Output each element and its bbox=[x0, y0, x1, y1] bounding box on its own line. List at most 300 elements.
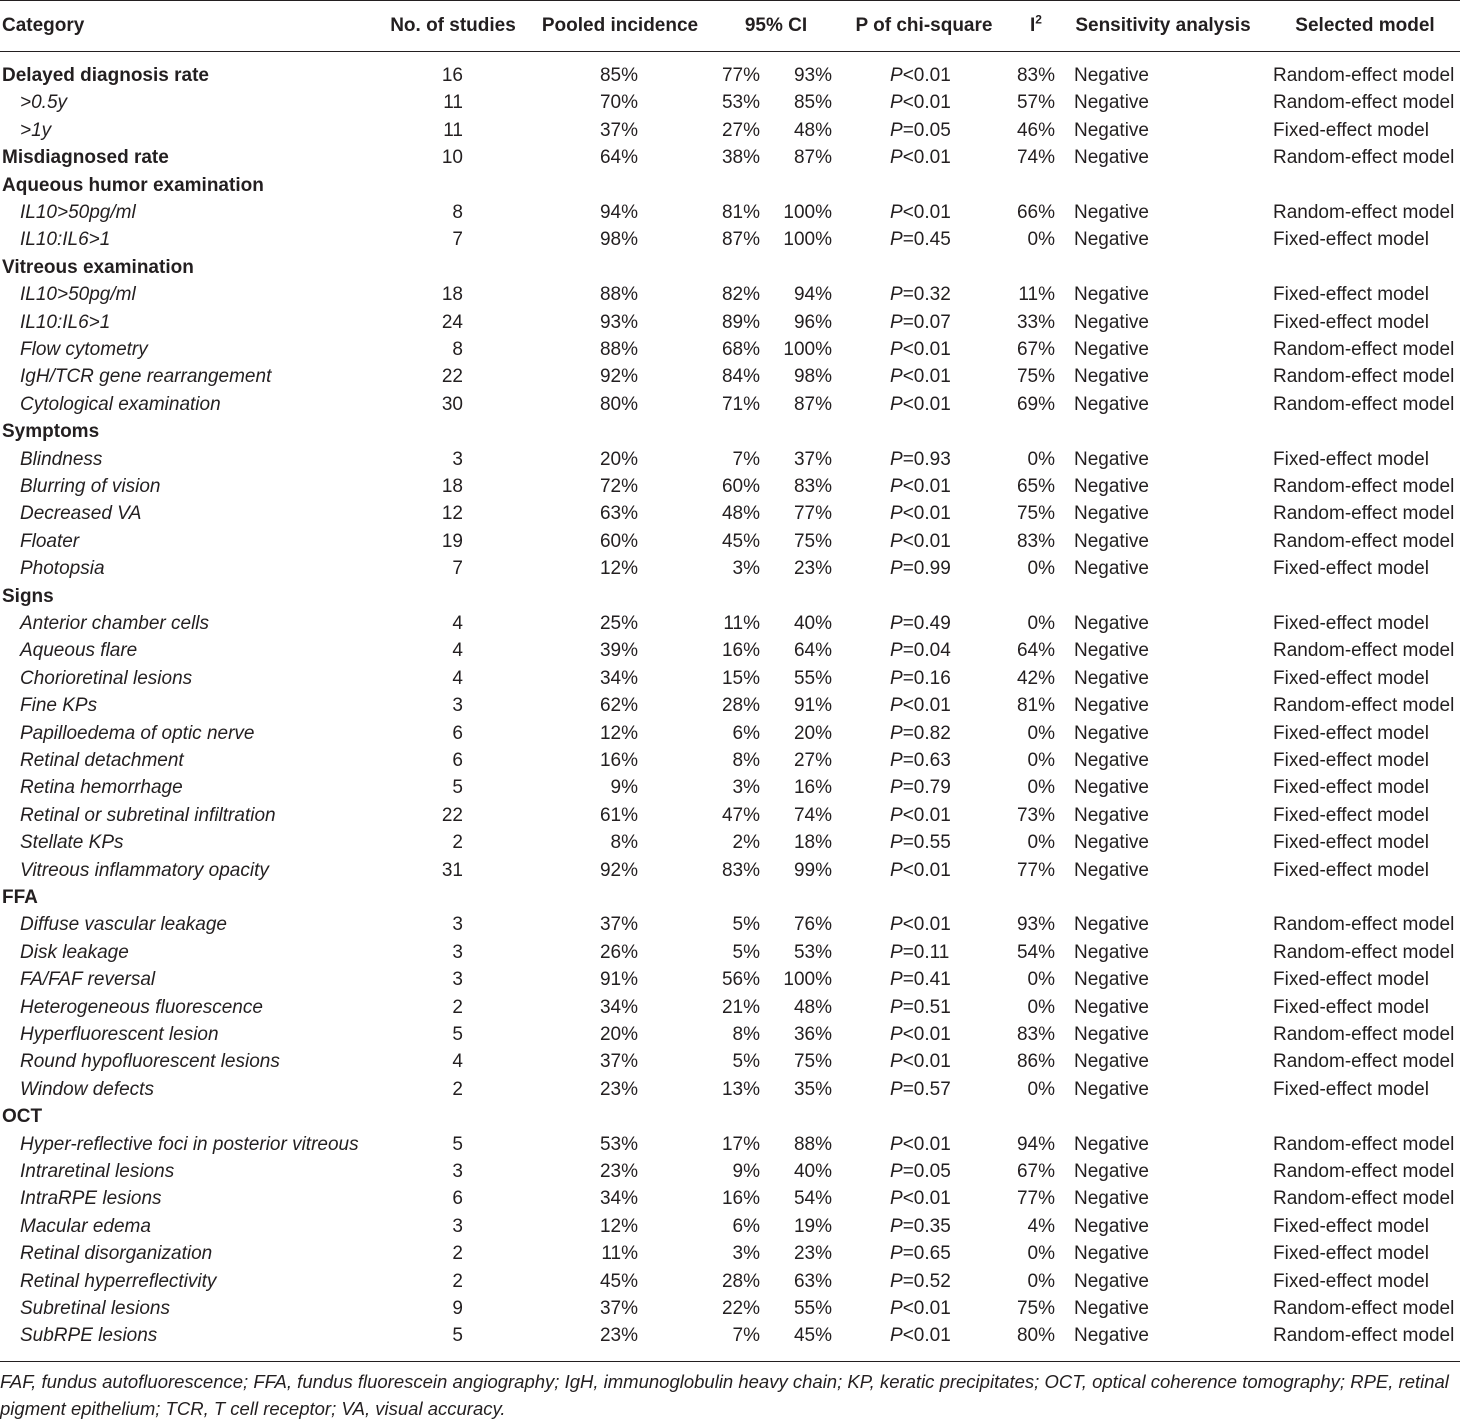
row-pooled: 12% bbox=[599, 722, 638, 744]
row-p-value bbox=[890, 747, 951, 774]
row-i2: 80% bbox=[1016, 1325, 1055, 1347]
p-symbol: P bbox=[890, 1161, 903, 1182]
row-category: >1y bbox=[20, 119, 52, 141]
row-sensitivity: Negative bbox=[1074, 996, 1149, 1018]
row-studies: 12 bbox=[441, 503, 463, 525]
p-symbol: P bbox=[890, 1298, 903, 1319]
row-pooled: 37% bbox=[599, 1051, 638, 1073]
row-model: Random-effect model bbox=[1273, 640, 1455, 662]
row-category: Blindness bbox=[20, 448, 103, 470]
row-pooled: 34% bbox=[599, 996, 638, 1018]
row-i2: 42% bbox=[1016, 667, 1055, 689]
row-model: Random-effect model bbox=[1273, 1051, 1455, 1073]
row-ci-upper: 40% bbox=[793, 1161, 832, 1182]
row-ci-lower: 7% bbox=[732, 448, 760, 470]
p-number: =0.93 bbox=[902, 448, 951, 470]
p-number: =0.51 bbox=[902, 996, 951, 1018]
row-ci-upper: 100% bbox=[783, 229, 832, 251]
row-p-value bbox=[890, 117, 951, 144]
row-ci-upper: 74% bbox=[793, 804, 832, 826]
row-model: Fixed-effect model bbox=[1273, 1078, 1429, 1100]
row-sensitivity: Negative bbox=[1074, 1161, 1149, 1182]
table-row bbox=[0, 336, 1460, 363]
p-symbol: P bbox=[890, 530, 903, 552]
table-row bbox=[0, 994, 1460, 1021]
row-sensitivity: Negative bbox=[1074, 804, 1149, 826]
row-model: Random-effect model bbox=[1273, 393, 1455, 415]
row-studies: 8 bbox=[452, 202, 463, 223]
row-p-value bbox=[890, 802, 951, 829]
p-number: =0.16 bbox=[902, 667, 951, 689]
row-ci-lower: 28% bbox=[721, 1270, 760, 1292]
row-model: Fixed-effect model bbox=[1273, 448, 1429, 470]
row-ci-upper: 93% bbox=[793, 65, 832, 86]
p-symbol: P bbox=[890, 859, 903, 881]
row-p-value bbox=[890, 309, 951, 336]
row-category: IL10>50pg/ml bbox=[20, 284, 136, 306]
row-sensitivity: Negative bbox=[1074, 914, 1149, 936]
row-category: Decreased VA bbox=[20, 503, 142, 525]
row-pooled: 62% bbox=[599, 695, 638, 717]
row-pooled: 16% bbox=[599, 750, 638, 771]
table-row bbox=[0, 692, 1460, 719]
row-sensitivity: Negative bbox=[1074, 476, 1149, 497]
row-studies: 9 bbox=[452, 1298, 463, 1319]
row-model: Fixed-effect model bbox=[1273, 1270, 1429, 1292]
row-studies: 2 bbox=[452, 1243, 463, 1265]
row-i2: 57% bbox=[1016, 92, 1055, 114]
row-sensitivity: Negative bbox=[1074, 667, 1149, 689]
table-row bbox=[0, 89, 1460, 116]
row-category: Subretinal lesions bbox=[20, 1298, 170, 1319]
p-symbol: P bbox=[890, 804, 903, 826]
row-category: OCT bbox=[2, 1106, 43, 1128]
row-ci-lower: 5% bbox=[732, 914, 760, 936]
section-heading-row bbox=[0, 172, 1460, 199]
row-category: FFA bbox=[2, 887, 38, 908]
table-row bbox=[0, 939, 1460, 966]
row-ci-upper: 20% bbox=[793, 722, 832, 744]
table-row bbox=[0, 610, 1460, 637]
row-i2: 67% bbox=[1016, 1161, 1055, 1182]
row-i2: 4% bbox=[1027, 1215, 1055, 1237]
row-sensitivity: Negative bbox=[1074, 859, 1149, 881]
row-sensitivity: Negative bbox=[1074, 448, 1149, 470]
row-sensitivity: Negative bbox=[1074, 969, 1149, 991]
row-studies: 5 bbox=[452, 1133, 463, 1155]
p-symbol: P bbox=[890, 366, 903, 388]
row-ci-lower: 83% bbox=[721, 859, 760, 881]
p-number: <0.01 bbox=[902, 859, 951, 881]
row-p-value bbox=[890, 939, 949, 966]
table-row bbox=[0, 911, 1460, 938]
row-model: Fixed-effect model bbox=[1273, 722, 1429, 744]
row-i2: 75% bbox=[1016, 503, 1055, 525]
row-pooled: 11% bbox=[601, 1243, 638, 1265]
p-number: <0.01 bbox=[902, 339, 951, 360]
row-studies: 3 bbox=[452, 448, 463, 470]
row-sensitivity: Negative bbox=[1074, 750, 1149, 771]
row-model: Random-effect model bbox=[1273, 476, 1455, 497]
p-number: <0.01 bbox=[902, 1024, 951, 1045]
row-ci-lower: 5% bbox=[732, 1051, 760, 1073]
row-i2: 33% bbox=[1016, 311, 1055, 333]
row-ci-upper: 48% bbox=[793, 119, 832, 141]
row-model: Random-effect model bbox=[1273, 92, 1455, 114]
header-model: Selected model bbox=[1295, 15, 1435, 36]
row-pooled: 26% bbox=[599, 941, 638, 963]
row-p-value bbox=[890, 89, 951, 116]
p-symbol: P bbox=[890, 914, 903, 936]
table-row bbox=[0, 1076, 1460, 1103]
row-p-value bbox=[890, 665, 951, 692]
row-i2: 11% bbox=[1018, 284, 1055, 306]
row-p-value bbox=[890, 1322, 951, 1349]
row-model: Fixed-effect model bbox=[1273, 832, 1429, 854]
row-ci-upper: 91% bbox=[793, 695, 832, 717]
row-model: Fixed-effect model bbox=[1273, 613, 1429, 634]
p-symbol: P bbox=[890, 393, 903, 415]
row-p-value bbox=[890, 1158, 951, 1185]
row-model: Random-effect model bbox=[1273, 202, 1455, 223]
row-sensitivity: Negative bbox=[1074, 366, 1149, 388]
row-model: Fixed-effect model bbox=[1273, 859, 1429, 881]
row-studies: 3 bbox=[452, 1215, 463, 1237]
p-number: <0.01 bbox=[902, 65, 951, 86]
row-p-value bbox=[890, 692, 951, 719]
row-pooled: 20% bbox=[599, 448, 638, 470]
row-p-value bbox=[890, 199, 951, 226]
row-sensitivity: Negative bbox=[1074, 1188, 1149, 1210]
row-category: SubRPE lesions bbox=[20, 1325, 158, 1347]
row-i2: 0% bbox=[1027, 969, 1055, 991]
row-i2: 83% bbox=[1016, 65, 1055, 86]
row-model: Fixed-effect model bbox=[1273, 804, 1429, 826]
row-pooled: 37% bbox=[599, 1298, 638, 1319]
row-sensitivity: Negative bbox=[1074, 284, 1149, 306]
row-i2: 93% bbox=[1016, 914, 1055, 936]
row-ci-upper: 64% bbox=[793, 640, 832, 662]
row-i2: 67% bbox=[1016, 339, 1055, 360]
row-sensitivity: Negative bbox=[1074, 695, 1149, 717]
row-studies: 24 bbox=[441, 311, 463, 333]
row-ci-lower: 6% bbox=[732, 1215, 760, 1237]
row-pooled: 92% bbox=[599, 859, 638, 881]
p-symbol: P bbox=[890, 202, 903, 223]
row-sensitivity: Negative bbox=[1074, 613, 1149, 634]
p-symbol: P bbox=[890, 1133, 903, 1155]
row-sensitivity: Negative bbox=[1074, 393, 1149, 415]
row-p-value bbox=[890, 720, 951, 747]
p-number: <0.01 bbox=[902, 530, 951, 552]
p-symbol: P bbox=[890, 640, 903, 662]
row-ci-lower: 68% bbox=[721, 339, 760, 360]
row-studies: 22 bbox=[441, 366, 463, 388]
row-i2: 0% bbox=[1027, 1270, 1055, 1292]
row-category: Round hypofluorescent lesions bbox=[20, 1051, 280, 1073]
row-ci-lower: 13% bbox=[721, 1078, 760, 1100]
bottom-rule bbox=[0, 1361, 1460, 1362]
table-row bbox=[0, 281, 1460, 308]
row-ci-upper: 40% bbox=[793, 613, 832, 634]
table-row bbox=[0, 555, 1460, 582]
p-symbol: P bbox=[890, 339, 903, 360]
row-pooled: 93% bbox=[599, 311, 638, 333]
row-sensitivity: Negative bbox=[1074, 1133, 1149, 1155]
row-studies: 16 bbox=[441, 65, 463, 86]
p-number: =0.05 bbox=[902, 1161, 951, 1182]
row-model: Fixed-effect model bbox=[1273, 119, 1429, 141]
header-studies: No. of studies bbox=[390, 15, 516, 36]
row-model: Random-effect model bbox=[1273, 1024, 1455, 1045]
row-ci-upper: 54% bbox=[793, 1188, 832, 1210]
row-p-value bbox=[890, 281, 951, 308]
row-pooled: 64% bbox=[599, 147, 638, 169]
row-ci-upper: 96% bbox=[793, 311, 832, 333]
row-p-value bbox=[890, 144, 951, 171]
row-model: Fixed-effect model bbox=[1273, 750, 1429, 771]
p-symbol: P bbox=[890, 613, 903, 634]
row-category: Delayed diagnosis rate bbox=[2, 65, 209, 86]
row-category: Retinal disorganization bbox=[20, 1243, 213, 1265]
p-number: =0.07 bbox=[902, 311, 951, 333]
row-ci-upper: 36% bbox=[793, 1024, 832, 1045]
p-number: =0.79 bbox=[902, 777, 951, 799]
row-sensitivity: Negative bbox=[1074, 503, 1149, 525]
table-row bbox=[0, 391, 1460, 418]
row-category: Vitreous inflammatory opacity bbox=[20, 859, 269, 881]
row-model: Random-effect model bbox=[1273, 914, 1455, 936]
row-i2: 94% bbox=[1016, 1133, 1055, 1155]
row-model: Fixed-effect model bbox=[1273, 284, 1429, 306]
row-ci-lower: 56% bbox=[721, 969, 760, 991]
row-ci-upper: 16% bbox=[793, 777, 832, 799]
row-ci-upper: 75% bbox=[793, 530, 832, 552]
row-studies: 19 bbox=[441, 530, 463, 552]
row-i2: 46% bbox=[1016, 119, 1055, 141]
p-number: =0.52 bbox=[902, 1270, 951, 1292]
p-symbol: P bbox=[890, 1024, 903, 1045]
row-studies: 3 bbox=[452, 695, 463, 717]
row-category: IntraRPE lesions bbox=[20, 1188, 162, 1210]
row-studies: 2 bbox=[452, 1270, 463, 1292]
table-footnote: FAF, fundus autofluorescence; FFA, fundus fluorescein angiography; IgH, immunoglobulin heavy chain; KP, keratic precipitates; OCT, optical coherence tomography; RPE, retinal pigment epithelium; TCR, T cell receptor; VA, visual accuracy. bbox=[0, 1371, 1449, 1419]
row-i2: 0% bbox=[1027, 832, 1055, 854]
p-number: <0.01 bbox=[902, 1051, 951, 1073]
row-pooled: 72% bbox=[599, 476, 638, 497]
row-pooled: 91% bbox=[599, 969, 638, 991]
row-studies: 7 bbox=[452, 558, 463, 580]
row-ci-upper: 76% bbox=[793, 914, 832, 936]
p-number: =0.41 bbox=[902, 969, 951, 991]
row-pooled: 92% bbox=[599, 366, 638, 388]
row-studies: 6 bbox=[452, 722, 463, 744]
p-number: =0.65 bbox=[902, 1243, 951, 1265]
header-ci: 95% CI bbox=[744, 15, 808, 36]
row-pooled: 98% bbox=[599, 229, 638, 251]
row-category: Retinal hyperreflectivity bbox=[20, 1270, 217, 1292]
p-symbol: P bbox=[890, 229, 903, 251]
row-ci-upper: 35% bbox=[793, 1078, 832, 1100]
table-row bbox=[0, 966, 1460, 993]
table-row bbox=[0, 117, 1460, 144]
row-p-value bbox=[890, 1021, 951, 1048]
row-ci-upper: 100% bbox=[783, 202, 832, 223]
row-sensitivity: Negative bbox=[1074, 1215, 1149, 1237]
row-sensitivity: Negative bbox=[1074, 229, 1149, 251]
row-model: Random-effect model bbox=[1273, 147, 1455, 169]
row-i2: 75% bbox=[1016, 1298, 1055, 1319]
row-category: Stellate KPs bbox=[20, 832, 124, 854]
row-pooled: 63% bbox=[599, 503, 638, 525]
row-category: Aqueous flare bbox=[20, 640, 138, 662]
table-row bbox=[0, 199, 1460, 226]
row-ci-lower: 3% bbox=[732, 558, 760, 580]
row-studies: 5 bbox=[452, 777, 463, 799]
row-category: FA/FAF reversal bbox=[20, 969, 156, 991]
p-number: =0.45 bbox=[902, 229, 951, 251]
row-ci-upper: 53% bbox=[793, 941, 832, 963]
row-studies: 22 bbox=[441, 804, 463, 826]
row-studies: 5 bbox=[452, 1325, 463, 1347]
row-i2: 77% bbox=[1016, 1188, 1055, 1210]
row-ci-upper: 23% bbox=[793, 558, 832, 580]
row-p-value bbox=[890, 446, 951, 473]
row-studies: 4 bbox=[452, 613, 463, 634]
p-symbol: P bbox=[890, 1270, 903, 1292]
row-studies: 3 bbox=[452, 969, 463, 991]
p-number: <0.01 bbox=[902, 202, 951, 223]
p-number: =0.32 bbox=[902, 284, 951, 306]
row-p-value bbox=[890, 500, 951, 527]
table-row bbox=[0, 1048, 1460, 1075]
row-pooled: 53% bbox=[599, 1133, 638, 1155]
row-sensitivity: Negative bbox=[1074, 339, 1149, 360]
row-category: Signs bbox=[2, 585, 54, 607]
row-ci-upper: 85% bbox=[793, 92, 832, 114]
row-pooled: 23% bbox=[599, 1161, 638, 1182]
row-model: Random-effect model bbox=[1273, 339, 1455, 360]
row-sensitivity: Negative bbox=[1074, 119, 1149, 141]
section-heading-row bbox=[0, 1103, 1460, 1130]
row-category: IgH/TCR gene rearrangement bbox=[20, 366, 272, 388]
table-row bbox=[0, 1322, 1460, 1349]
header-sensitivity: Sensitivity analysis bbox=[1075, 15, 1251, 36]
p-symbol: P bbox=[890, 750, 903, 771]
table-row bbox=[0, 774, 1460, 801]
row-ci-lower: 89% bbox=[721, 311, 760, 333]
row-i2: 77% bbox=[1016, 859, 1055, 881]
p-number: =0.55 bbox=[902, 832, 951, 854]
row-sensitivity: Negative bbox=[1074, 530, 1149, 552]
row-pooled: 12% bbox=[599, 1215, 638, 1237]
table-row bbox=[0, 528, 1460, 555]
p-symbol: P bbox=[890, 92, 903, 114]
row-p-value bbox=[890, 336, 951, 363]
row-pooled: 88% bbox=[599, 339, 638, 360]
row-p-value bbox=[890, 473, 951, 500]
p-symbol: P bbox=[890, 1078, 903, 1100]
row-pooled: 39% bbox=[599, 640, 638, 662]
row-ci-lower: 45% bbox=[721, 530, 760, 552]
p-number: =0.11 bbox=[902, 941, 950, 963]
table-row bbox=[0, 1268, 1460, 1295]
row-i2: 0% bbox=[1027, 1243, 1055, 1265]
row-model: Random-effect model bbox=[1273, 530, 1455, 552]
p-number: <0.01 bbox=[902, 503, 951, 525]
row-model: Random-effect model bbox=[1273, 695, 1455, 717]
row-model: Random-effect model bbox=[1273, 1133, 1455, 1155]
row-ci-lower: 16% bbox=[721, 1188, 760, 1210]
row-studies: 11 bbox=[443, 92, 463, 114]
row-pooled: 23% bbox=[599, 1325, 638, 1347]
row-p-value bbox=[890, 1048, 951, 1075]
row-p-value bbox=[890, 994, 951, 1021]
row-category: Fine KPs bbox=[20, 695, 98, 717]
row-p-value bbox=[890, 637, 951, 664]
row-category: Misdiagnosed rate bbox=[2, 147, 169, 169]
row-pooled: 94% bbox=[599, 202, 638, 223]
row-p-value bbox=[890, 911, 951, 938]
p-number: <0.01 bbox=[902, 393, 951, 415]
row-ci-lower: 81% bbox=[721, 202, 760, 223]
table-row bbox=[0, 1185, 1460, 1212]
row-i2: 74% bbox=[1016, 147, 1055, 169]
row-category: Flow cytometry bbox=[20, 339, 148, 360]
row-p-value bbox=[890, 62, 951, 89]
p-symbol: P bbox=[890, 1051, 903, 1073]
row-sensitivity: Negative bbox=[1074, 722, 1149, 744]
row-category: Retinal detachment bbox=[20, 750, 184, 771]
row-studies: 4 bbox=[452, 667, 463, 689]
row-model: Fixed-effect model bbox=[1273, 558, 1429, 580]
table-row bbox=[0, 500, 1460, 527]
row-ci-lower: 15% bbox=[721, 667, 760, 689]
section-heading-row bbox=[0, 884, 1460, 911]
row-ci-lower: 48% bbox=[721, 503, 760, 525]
row-ci-lower: 60% bbox=[721, 476, 760, 497]
row-category: Floater bbox=[20, 530, 80, 552]
row-ci-lower: 3% bbox=[732, 777, 760, 799]
row-i2: 0% bbox=[1027, 1078, 1055, 1100]
row-p-value bbox=[890, 391, 951, 418]
p-number: <0.01 bbox=[902, 695, 951, 717]
row-ci-upper: 94% bbox=[793, 284, 832, 306]
row-sensitivity: Negative bbox=[1074, 558, 1149, 580]
row-category: Symptoms bbox=[2, 421, 100, 443]
row-category: Papilloedema of optic nerve bbox=[20, 722, 255, 744]
row-p-value bbox=[890, 1131, 951, 1158]
row-ci-lower: 5% bbox=[732, 941, 760, 963]
p-number: <0.01 bbox=[902, 914, 951, 936]
table-row bbox=[0, 473, 1460, 500]
row-model: Fixed-effect model bbox=[1273, 667, 1429, 689]
row-ci-upper: 100% bbox=[783, 339, 832, 360]
row-pooled: 12% bbox=[599, 558, 638, 580]
p-symbol: P bbox=[890, 1188, 903, 1210]
table-row bbox=[0, 363, 1460, 390]
table-row bbox=[0, 144, 1460, 171]
header-category: Category bbox=[2, 15, 85, 36]
row-p-value bbox=[890, 610, 951, 637]
table-row bbox=[0, 665, 1460, 692]
row-ci-upper: 19% bbox=[793, 1215, 832, 1237]
p-symbol: P bbox=[890, 284, 903, 306]
row-ci-lower: 27% bbox=[721, 119, 760, 141]
row-ci-lower: 82% bbox=[721, 284, 760, 306]
row-ci-lower: 8% bbox=[732, 1024, 760, 1045]
table-row bbox=[0, 1213, 1460, 1240]
